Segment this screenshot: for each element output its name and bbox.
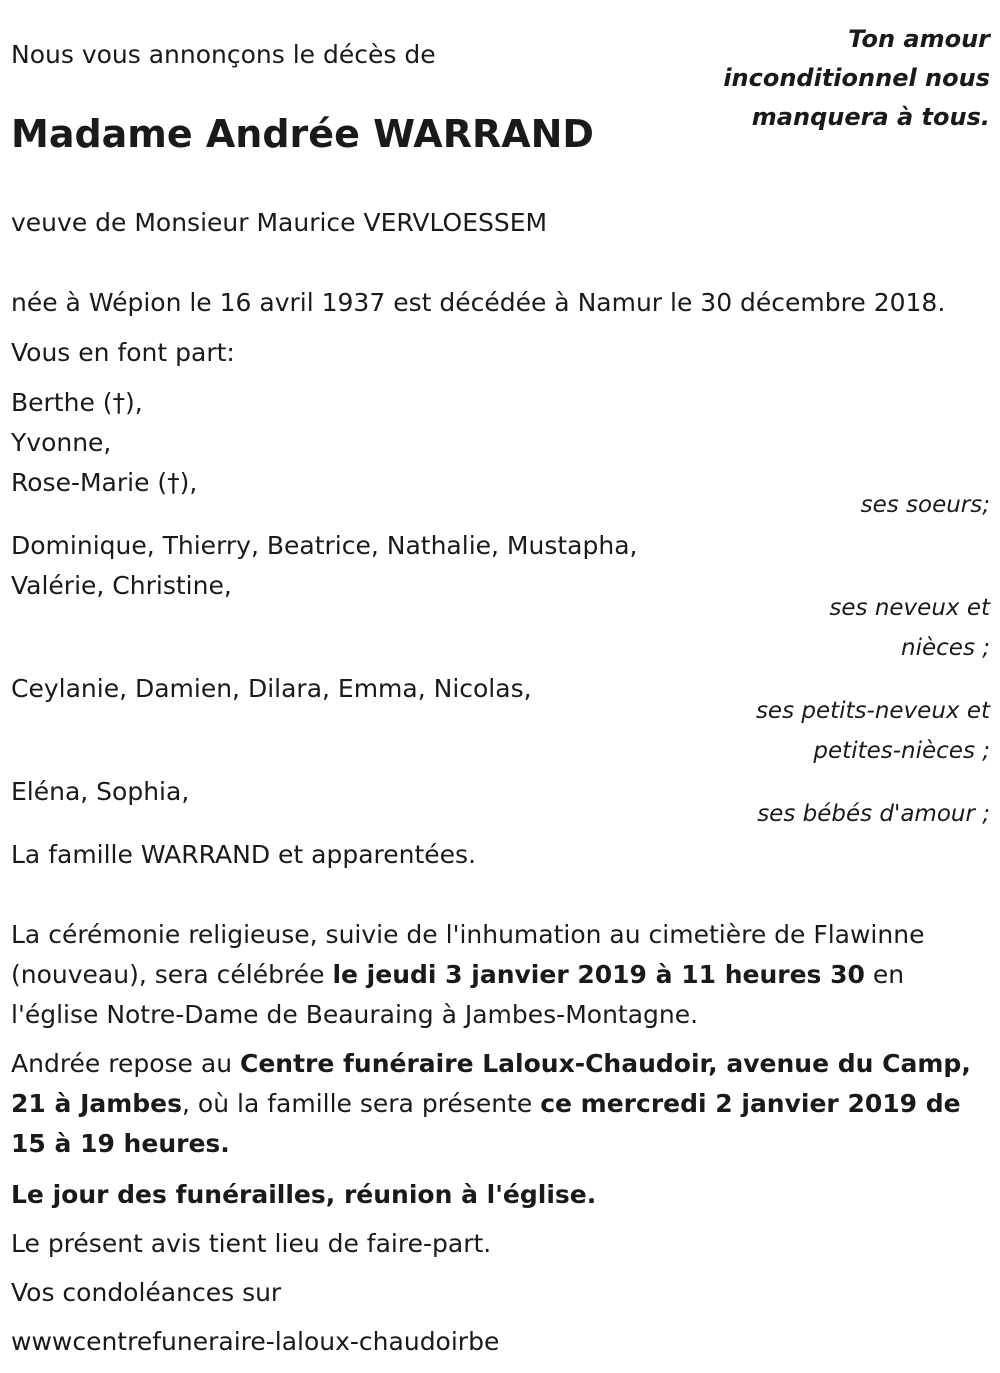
repose-time: ce mercredi 2 janvier 2019 de 15 à 19 heures. [11, 1089, 961, 1158]
sister-name: Yvonne, [11, 428, 112, 457]
sisters-label: ses soeurs; [860, 492, 990, 518]
babies-line: Eléna, Sophia, [11, 777, 190, 806]
sister-name: Rose-Marie (†), [11, 468, 198, 497]
meeting-line: Le jour des funérailles, réunion à l'église. [11, 1180, 597, 1209]
sister-name: Berthe (†), [11, 388, 143, 417]
grandnephews-label: ses petits-neveux et [755, 698, 990, 724]
repose-place: Centre funéraire Laloux-Chaudoir, avenue du Camp, 21 à Jambes [11, 1049, 971, 1118]
memorial-quote: Ton amour inconditionnel nous manquera à tous. [723, 25, 990, 131]
nephews-line: Dominique, Thierry, Beatrice, Nathalie, Mustapha, [11, 531, 638, 560]
condolences-label: Vos condoléances sur [11, 1278, 282, 1307]
ceremony-text: La cérémonie religieuse, suivie de l'inhumation au cimetière de Flawinne (nouveau), sera célébrée [11, 920, 925, 989]
grandnephews-label: petites-nièces ; [813, 738, 990, 764]
notice-line: Le présent avis tient lieu de faire-part. [11, 1229, 492, 1258]
nephews-line: Valérie, Christine, [11, 571, 232, 600]
ceremony-location: en l'église Notre-Dame de Beauraing à Jambes-Montagne. [11, 960, 905, 1029]
repose-paragraph [11, 1044, 991, 1164]
nephews-label: nièces ; [901, 635, 990, 661]
grandnephews-line: Ceylanie, Damien, Dilara, Emma, Nicolas, [11, 674, 532, 703]
family-line: La famille WARRAND et apparentées. [11, 840, 477, 869]
announce-intro: Vous en font part: [11, 338, 235, 367]
nephews-label: ses neveux et [829, 595, 990, 621]
widow-line: veuve de Monsieur Maurice VERVLOESSEM [11, 208, 548, 237]
repose-text-2: , où la famille sera présente [182, 1089, 541, 1118]
birth-death-line: née à Wépion le 16 avril 1937 est décédée à Namur le 30 décembre 2018. [11, 288, 946, 317]
babies-label: ses bébés d'amour ; [757, 801, 990, 827]
ceremony-paragraph [11, 915, 991, 1035]
ceremony-date: le jeudi 3 janvier 2019 à 11 heures 30 [332, 960, 865, 989]
website-link[interactable]: wwwcentrefuneraire-laloux-chaudoirbe [11, 1327, 500, 1356]
intro-text: Nous vous annonçons le décès de [11, 40, 436, 69]
deceased-name: Madame Andrée WARRAND [11, 112, 594, 156]
repose-text: Andrée repose au [11, 1049, 240, 1078]
